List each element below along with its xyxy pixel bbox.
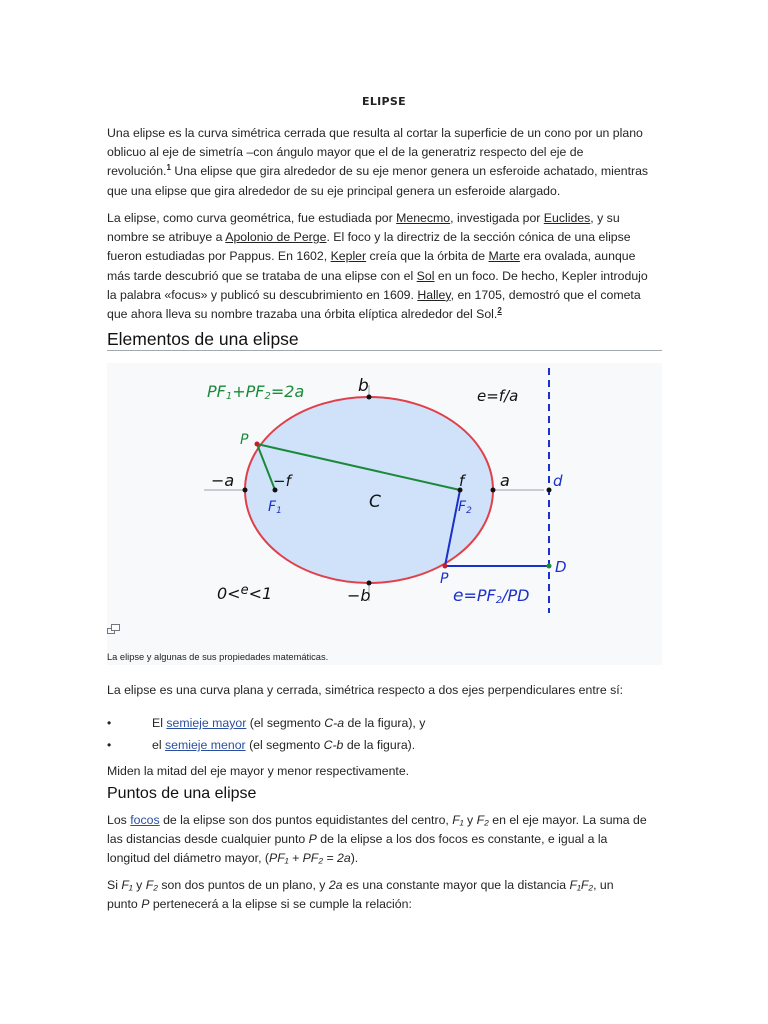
link-focos[interactable]: focos (130, 813, 160, 827)
math-2a: 2a (328, 878, 343, 892)
point-neg-a (243, 488, 248, 493)
text-span: , un (593, 878, 614, 892)
text-line (107, 849, 659, 868)
math-p: P (141, 897, 150, 912)
link-marte[interactable]: Marte (488, 249, 520, 264)
ellipse-diagram (107, 363, 662, 665)
text-span: longitud del diámetro mayor, ( (107, 851, 269, 866)
link-euclides[interactable]: Euclides (543, 211, 591, 225)
text-span: ). (350, 851, 359, 866)
text-span: , en 1705, demostró que el cometa (450, 287, 641, 302)
text-span: que ahora lleva su nombre trazaba una órbita elíptica alrededor del Sol. (107, 307, 498, 322)
point-D (547, 564, 552, 569)
bullet-marker: • (107, 738, 112, 752)
text-line: oblicuo al eje de simetría –con ángulo mayor que el de la generatriz respecto del eje de (107, 145, 584, 160)
text-span: en el eje mayor. La suma de (488, 813, 647, 827)
puntos-paragraph-1 (107, 811, 659, 869)
heading-puntos: Puntos de una elipse (107, 785, 257, 802)
label-f: f (459, 472, 465, 490)
text-span: de la elipse a los dos focos es constante, e igual a la (316, 832, 608, 847)
math-f2: F₂ (145, 878, 158, 892)
link-semieje-mayor[interactable]: semieje mayor (166, 716, 247, 730)
text-line: que una elipse que gira alrededor de su eje principal genera un esferoide alargado. (107, 183, 561, 198)
text-line (107, 228, 659, 247)
footnote-ref-1[interactable]: 1 (166, 163, 171, 173)
enlarge-icon[interactable] (107, 624, 120, 635)
label-p-bottom: P (440, 571, 449, 587)
document-title: ELIPSE (362, 95, 406, 108)
bullet-marker: • (107, 716, 112, 730)
text-span: revolución. (107, 164, 167, 179)
point-d (547, 488, 552, 493)
puntos-paragraph-2 (107, 876, 659, 914)
label-a: a (500, 471, 510, 490)
label-f1: F1 (268, 499, 282, 516)
text-span: de la figura). (343, 738, 416, 752)
text-span: punto (107, 897, 142, 912)
elements-intro: La elipse es una curva plana y cerrada, simétrica respecto a dos ejes perpendiculares entre sí: (107, 683, 624, 697)
text-span: el (152, 738, 165, 752)
label-neg-f: −f (273, 472, 291, 490)
list-item (152, 738, 415, 752)
text-span: Una elipse que gira alrededor de su eje menor genera un esferoide achatado, mientras (170, 164, 649, 179)
math-formula: PF₁ + PF₂ = 2a (269, 851, 351, 866)
point-neg-b (367, 581, 372, 586)
intro-paragraph (107, 124, 659, 201)
text-span: , investigada por (450, 211, 544, 225)
text-span: fueron estudiadas por Pappus. En 1602, (107, 249, 331, 264)
heading-divider (107, 350, 662, 351)
text-span: (el segmento (245, 738, 324, 752)
text-span: (el segmento (246, 716, 325, 730)
footnote-ref-2[interactable]: 2 (497, 305, 502, 315)
label-range: 0<$^e$<1 (217, 583, 273, 603)
link-apolonio[interactable]: Apolonio de Perge (225, 230, 327, 245)
link-semieje-menor[interactable]: semieje menor (165, 738, 246, 752)
segment-label: C-b (323, 738, 344, 752)
text-span: y (463, 813, 477, 827)
link-kepler[interactable]: Kepler (330, 249, 367, 264)
ellipse-figure[interactable] (107, 363, 662, 665)
math-f2: F₂ (476, 813, 489, 827)
text-line (107, 876, 659, 895)
label-p-top: P (240, 432, 249, 448)
text-span: de la elipse son dos puntos equidistantes del centro, (159, 813, 453, 827)
text-line (107, 286, 659, 305)
text-span: es una constante mayor que la distancia (342, 878, 570, 892)
text-line (107, 247, 659, 266)
text-span: las distancias desde cualquier punto (107, 832, 309, 847)
text-span: Si (107, 878, 122, 892)
math-f1: F₁ (452, 813, 464, 827)
text-line (107, 811, 659, 830)
text-span: La elipse, como curva geométrica, fue estudiada por (107, 211, 397, 225)
text-span: de la figura), y (344, 716, 426, 730)
text-span: . El foco y la directriz de la sección cónica de una elipse (326, 230, 631, 245)
math-f1: F₁ (121, 878, 133, 892)
point-p-top (255, 442, 260, 447)
text-line (107, 305, 659, 324)
label-eccentricity: e=f/a (477, 387, 519, 405)
text-span: Los (107, 813, 131, 827)
label-b: b (358, 376, 369, 396)
link-halley[interactable]: Halley (417, 287, 451, 302)
text-span: son dos puntos de un plano, y (157, 878, 329, 892)
figure-caption: La elipse y algunas de sus propiedades matemáticas. (107, 652, 329, 662)
history-paragraph (107, 209, 659, 324)
text-span: más tarde descubrió que se trataba de una elipse con el (107, 268, 417, 283)
text-line (107, 209, 659, 228)
label-neg-b: −b (347, 586, 371, 605)
heading-elementos: Elementos de una elipse (107, 329, 299, 349)
text-span: la palabra «focus» y publicó su descubrimiento en 1609. (107, 287, 418, 302)
segment-label: C-a (324, 716, 345, 730)
point-p-bottom (443, 564, 448, 569)
elements-after: Miden la mitad del eje mayor y menor respectivamente. (107, 764, 410, 778)
link-sol[interactable]: Sol (416, 268, 435, 283)
text-span: , y su (590, 211, 620, 225)
text-span: creía que la órbita de (366, 249, 489, 264)
text-line (107, 162, 659, 181)
point-a (491, 488, 496, 493)
math-f1f2: F₁F₂ (569, 878, 594, 892)
label-f2: F2 (458, 499, 472, 516)
text-line: Una elipse es la curva simétrica cerrada que resulta al cortar la superficie de un cono por un plano (107, 126, 643, 140)
label-sum: PF1+PF2=2a (207, 382, 305, 402)
label-eccentricity-pd: e=PF2/PD (453, 586, 530, 606)
text-span: y (132, 878, 146, 892)
list-item (152, 716, 425, 730)
link-menecmo[interactable]: Menecmo (396, 211, 451, 225)
text-line (107, 830, 659, 849)
label-neg-a: −a (211, 471, 235, 490)
label-D: D (555, 558, 567, 576)
math-p: P (308, 832, 317, 847)
text-span: nombre se atribuye a (107, 230, 226, 245)
text-span: era ovalada, aunque (519, 249, 636, 264)
text-span: El (152, 716, 167, 730)
label-d: d (553, 472, 563, 490)
text-line (107, 895, 659, 914)
text-span: pertenecerá a la elipse si se cumple la relación: (149, 897, 412, 912)
text-span: en un foco. De hecho, Kepler introdujo (434, 268, 648, 283)
label-c: C (369, 492, 381, 512)
text-line (107, 267, 659, 286)
